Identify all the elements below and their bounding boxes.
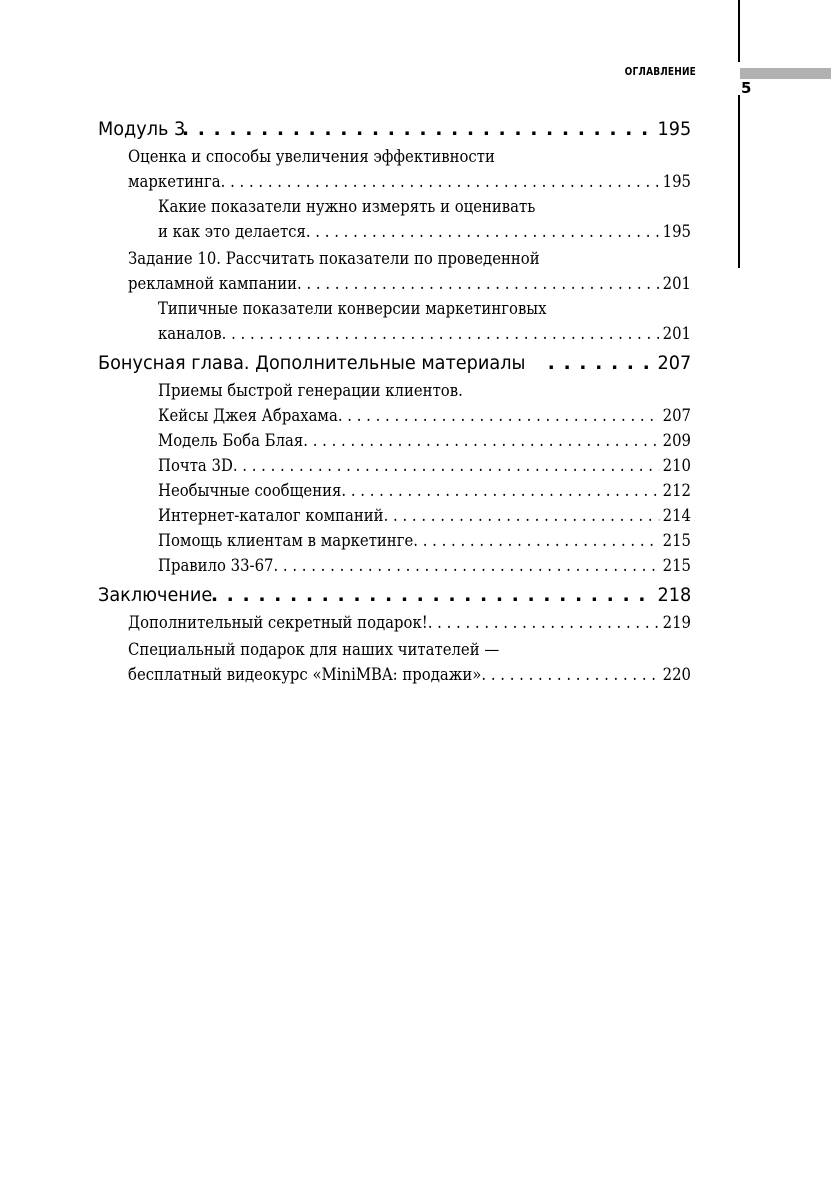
margin-rule-top	[738, 0, 740, 62]
dot-leader	[211, 582, 651, 608]
toc-label: Почта 3D	[158, 456, 233, 475]
toc-label-line: Типичные показатели конверсии маркетинговых	[158, 299, 547, 318]
toc-page: 201	[662, 274, 691, 293]
toc-label: Заключение	[98, 584, 213, 606]
dot-leader	[182, 116, 651, 142]
toc-label-line: Задание 10. Рассчитать показатели по проведенной	[128, 249, 540, 268]
dot-leader	[338, 403, 659, 428]
dot-leader	[413, 528, 659, 553]
dot-leader	[384, 503, 659, 528]
dot-leader	[548, 350, 651, 376]
toc-page: 215	[662, 556, 691, 575]
dot-leader	[303, 428, 659, 453]
dot-leader	[273, 553, 659, 578]
toc-label-line: Приемы быстрой генерации клиентов.	[158, 381, 463, 400]
toc-entry-mail-3d[interactable]	[158, 453, 691, 478]
toc-entry-efficiency[interactable]	[128, 144, 691, 194]
dot-leader	[221, 169, 659, 194]
dot-leader	[306, 219, 659, 244]
toc-label: бесплатный видеокурс «MiniMBA: продажи»	[128, 665, 482, 684]
toc-entry-catalog[interactable]	[158, 503, 691, 528]
toc-label: Бонусная глава. Дополнительные материалы	[98, 352, 526, 374]
dot-leader	[222, 321, 659, 346]
toc-label: Дополнительный секретный подарок!	[128, 613, 428, 632]
toc-label: Интернет-каталог компаний	[158, 506, 384, 525]
toc-page: 207	[657, 352, 691, 374]
toc-entry-conversion[interactable]	[158, 296, 691, 346]
dot-leader	[428, 610, 659, 635]
toc-label-line: Специальный подарок для наших читателей —	[128, 640, 500, 659]
toc-entry-cases[interactable]	[158, 378, 691, 428]
toc-entry-metrics[interactable]	[158, 194, 691, 244]
toc-label-line: Какие показатели нужно измерять и оценивать	[158, 197, 536, 216]
toc-entry-special-gift[interactable]	[128, 637, 691, 687]
toc-page: 219	[662, 613, 691, 632]
toc-label: Необычные сообщения	[158, 481, 342, 500]
dot-leader	[341, 478, 659, 503]
table-of-contents	[98, 116, 691, 687]
toc-page: 212	[662, 481, 691, 500]
running-head: ОГЛАВЛЕНИЕ	[624, 65, 696, 78]
toc-page: 220	[662, 665, 691, 684]
dot-leader	[233, 453, 659, 478]
toc-label: каналов	[158, 324, 222, 343]
dot-leader	[297, 271, 659, 296]
toc-label: Помощь клиентам в маркетинге	[158, 531, 414, 550]
toc-entry-rule-33-67[interactable]	[158, 553, 691, 578]
page-number: 5	[741, 79, 752, 97]
toc-page: 214	[662, 506, 691, 525]
toc-entry-module-3[interactable]	[98, 116, 691, 142]
toc-page: 201	[662, 324, 691, 343]
toc-entry-bly-model[interactable]	[158, 428, 691, 453]
section-tab-bar	[740, 68, 831, 79]
toc-label: Кейсы Джея Абрахама	[158, 406, 338, 425]
toc-page: 215	[662, 531, 691, 550]
toc-page: 210	[662, 456, 691, 475]
toc-entry-marketing-help[interactable]	[158, 528, 691, 553]
toc-entry-secret-gift[interactable]	[128, 610, 691, 635]
margin-rule-bottom	[738, 95, 740, 268]
toc-entry-conclusion[interactable]	[98, 582, 691, 608]
toc-page: 209	[662, 431, 691, 450]
dot-leader	[481, 662, 659, 687]
toc-label-line: Оценка и способы увеличения эффективности	[128, 147, 495, 166]
toc-entry-task-10[interactable]	[128, 246, 691, 296]
toc-label: Модель Боба Блая	[158, 431, 304, 450]
toc-entry-unusual-messages[interactable]	[158, 478, 691, 503]
toc-label: Правило 33-67	[158, 556, 274, 575]
toc-page: 195	[662, 172, 691, 191]
toc-entry-bonus-chapter[interactable]	[98, 350, 691, 376]
toc-page: 207	[662, 406, 691, 425]
toc-page: 195	[662, 222, 691, 241]
toc-label: и как это делается	[158, 222, 306, 241]
toc-label: Модуль 3	[98, 118, 186, 140]
toc-label: рекламной кампании	[128, 274, 298, 293]
toc-page: 195	[657, 118, 691, 140]
toc-label: маркетинга	[128, 172, 221, 191]
toc-page: 218	[657, 584, 691, 606]
